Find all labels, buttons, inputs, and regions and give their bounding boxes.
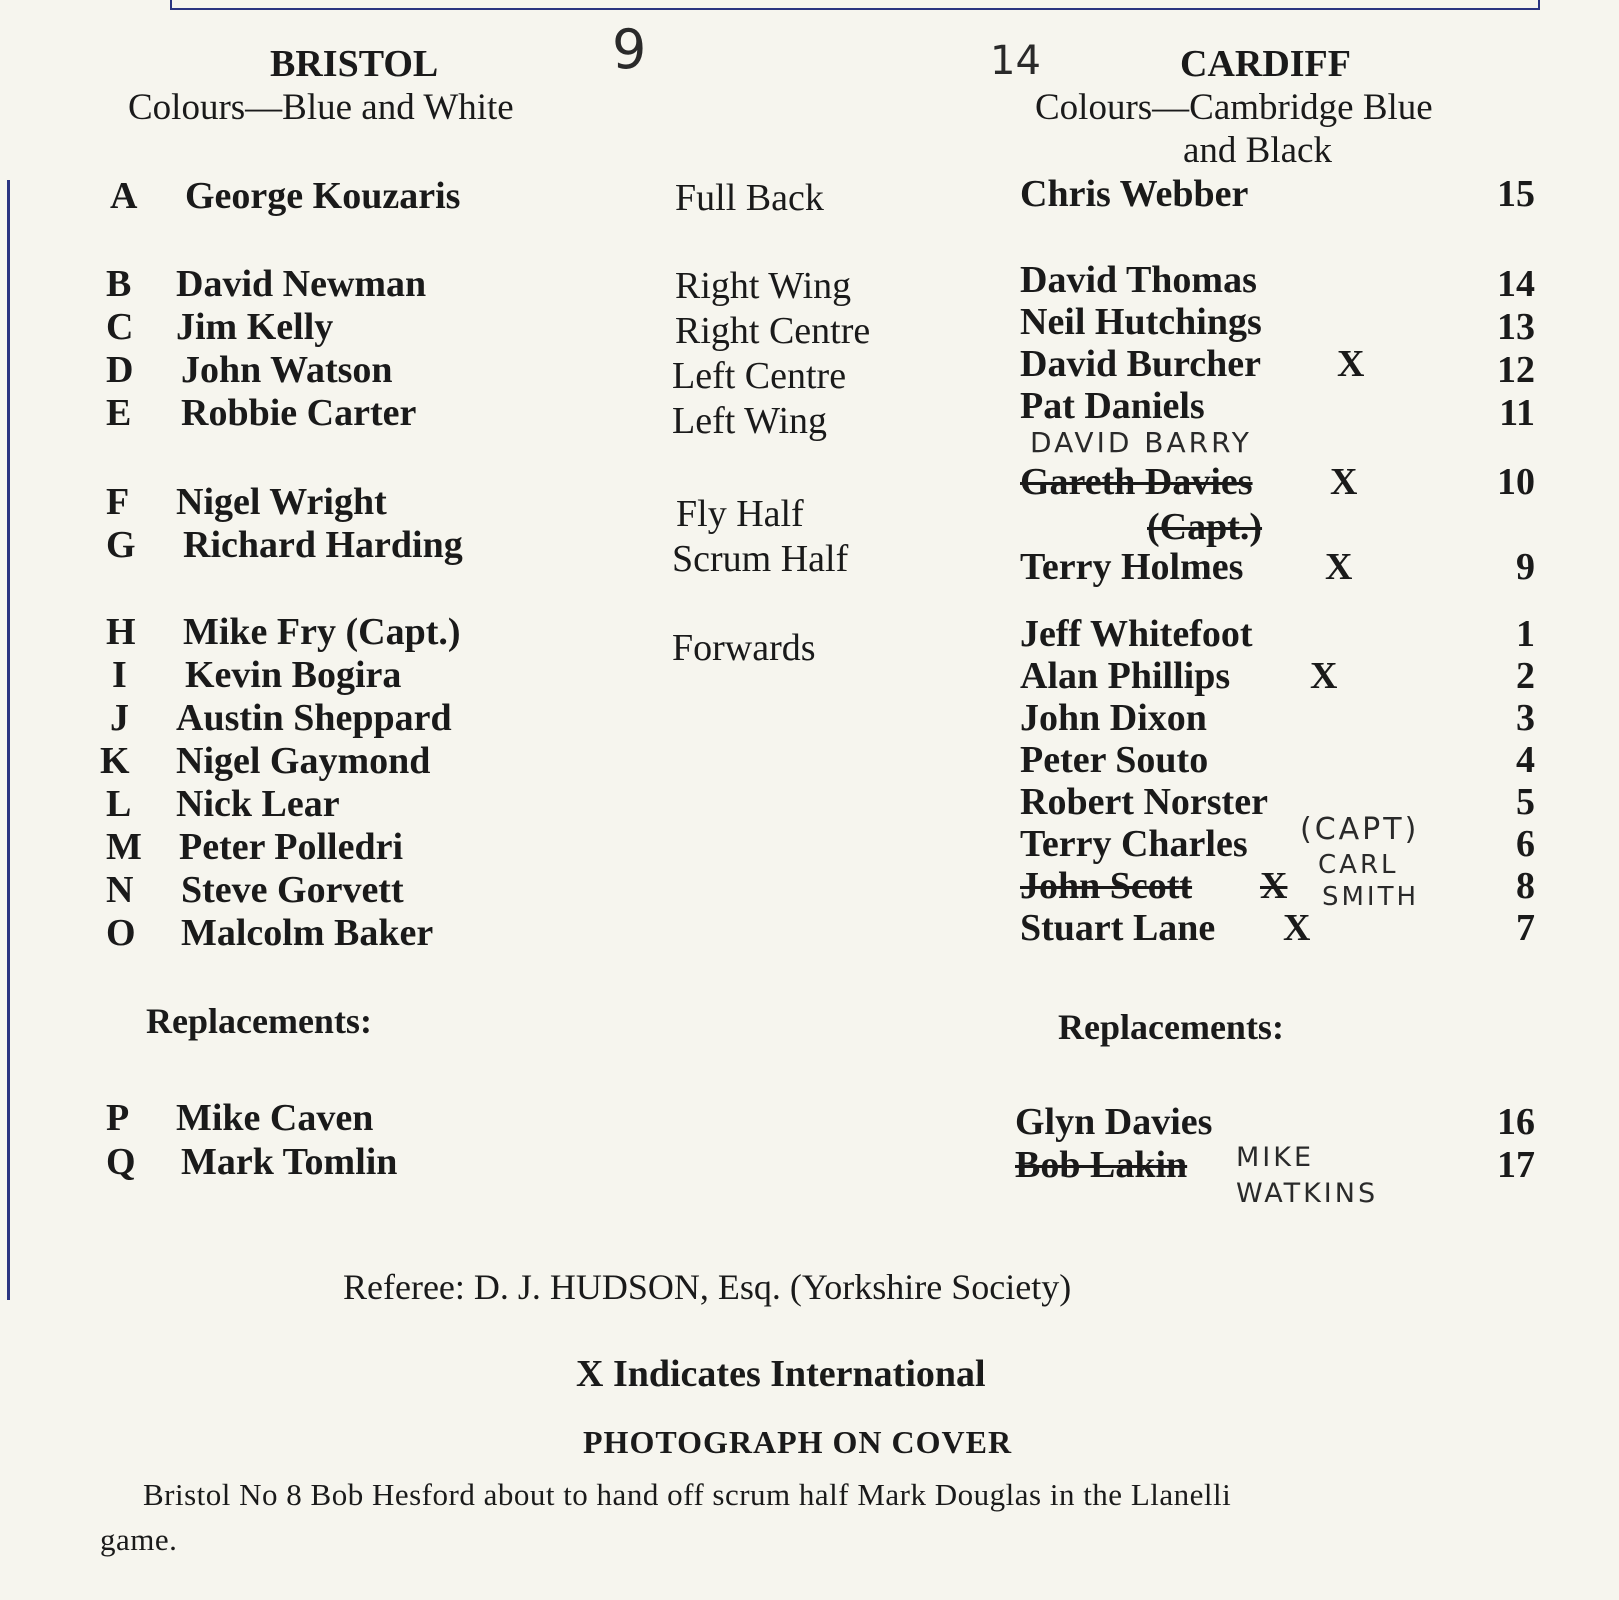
- cardiff-player-number: 12: [1497, 349, 1535, 391]
- bristol-replacement-name: Mark Tomlin: [181, 1141, 398, 1183]
- bristol-replacement-letter: P: [106, 1097, 130, 1139]
- cardiff-player-name: John Scott: [1020, 865, 1193, 907]
- cardiff-player-number: 15: [1497, 173, 1535, 215]
- cardiff-player-number: 2: [1516, 655, 1535, 697]
- top-frame-border: [170, 0, 1540, 10]
- cardiff-player-name: David Burcher: [1020, 343, 1262, 385]
- bristol-player-name: Malcolm Baker: [181, 912, 434, 954]
- cardiff-player-name: Terry Holmes: [1020, 546, 1244, 588]
- cardiff-player-name: Robert Norster: [1020, 781, 1268, 823]
- cardiff-player-number: 3: [1516, 697, 1535, 739]
- bristol-player-letter: C: [106, 306, 134, 348]
- bristol-player-letter: E: [106, 392, 132, 434]
- bristol-player-name: Peter Polledri: [179, 826, 404, 868]
- cardiff-player-number: 10: [1497, 461, 1535, 503]
- bristol-player-letter: F: [106, 481, 130, 523]
- cardiff-captain-label: (Capt.): [1147, 506, 1263, 548]
- cardiff-player-name: Gareth Davies: [1020, 461, 1253, 503]
- cardiff-player-number: 4: [1516, 739, 1535, 781]
- bristol-player-name: Nigel Gaymond: [176, 740, 431, 782]
- bristol-player-name: Mike Fry (Capt.): [183, 611, 461, 653]
- cardiff-replacement-name: Glyn Davies: [1015, 1101, 1213, 1143]
- photo-caption-line2: game.: [100, 1522, 178, 1557]
- bristol-player-name: Nigel Wright: [176, 481, 387, 523]
- cardiff-player-number: 9: [1516, 546, 1535, 588]
- photo-heading: PHOTOGRAPH ON COVER: [583, 1424, 1013, 1460]
- bristol-player-letter: O: [106, 912, 136, 954]
- position-label: Right Wing: [675, 265, 852, 307]
- bristol-player-name: Austin Sheppard: [176, 697, 452, 739]
- cardiff-player-name: David Thomas: [1020, 259, 1257, 301]
- handwritten-captain-note: (CAPT): [1300, 812, 1420, 847]
- cardiff-player-number: 1: [1516, 613, 1535, 655]
- cardiff-colours-line1: Colours—Cambridge Blue: [1035, 87, 1433, 128]
- bristol-player-letter: D: [106, 349, 134, 391]
- bristol-player-name: George Kouzaris: [185, 175, 461, 217]
- handwritten-substitute: MIKE: [1236, 1142, 1315, 1173]
- position-label: Scrum Half: [672, 538, 849, 580]
- international-x-mark: X: [1283, 907, 1311, 949]
- handwritten-substitute: WATKINS: [1236, 1178, 1379, 1209]
- left-frame-border: [0, 180, 10, 1300]
- bristol-replacements-heading: Replacements:: [146, 1001, 372, 1041]
- cardiff-replacement-number: 17: [1497, 1144, 1535, 1186]
- cardiff-player-name: Neil Hutchings: [1020, 301, 1262, 343]
- photo-caption-line1: Bristol No 8 Bob Hesford about to hand off scrum half Mark Douglas in the Llanelli: [143, 1477, 1232, 1512]
- international-x-mark: X: [1325, 546, 1353, 588]
- position-label: Left Centre: [672, 355, 847, 397]
- referee-line: Referee: D. J. HUDSON, Esq. (Yorkshire Society): [343, 1267, 1072, 1307]
- cardiff-player-name: Alan Phillips: [1020, 655, 1231, 697]
- bristol-player-letter: I: [112, 654, 127, 696]
- position-label: Forwards: [672, 627, 816, 669]
- international-x-mark: X: [1330, 461, 1358, 503]
- bristol-player-letter: J: [110, 697, 129, 739]
- cardiff-player-name: Peter Souto: [1020, 739, 1209, 781]
- bristol-player-letter: N: [106, 869, 134, 911]
- bristol-player-letter: M: [106, 826, 142, 868]
- cardiff-player-name: John Dixon: [1020, 697, 1207, 739]
- position-label: Fly Half: [676, 493, 804, 535]
- bristol-player-name: Nick Lear: [176, 783, 340, 825]
- bristol-team-name: BRISTOL: [270, 43, 439, 85]
- cardiff-player-name: Stuart Lane: [1020, 907, 1216, 949]
- cardiff-player-name: Terry Charles: [1020, 823, 1248, 865]
- bristol-player-letter: K: [100, 740, 130, 782]
- bristol-player-letter: L: [106, 783, 132, 825]
- handwritten-score-bristol: 9: [612, 18, 647, 81]
- international-legend: X Indicates International: [576, 1353, 986, 1395]
- bristol-player-letter: G: [106, 524, 136, 566]
- bristol-player-name: Robbie Carter: [181, 392, 417, 434]
- bristol-player-name: Kevin Bogira: [185, 654, 402, 696]
- bristol-player-letter: A: [110, 175, 138, 217]
- international-x-mark: X: [1310, 655, 1338, 697]
- cardiff-player-number: 14: [1497, 263, 1535, 305]
- handwritten-score-cardiff: 14: [990, 38, 1041, 84]
- cardiff-player-name: Pat Daniels: [1020, 385, 1205, 427]
- bristol-player-name: David Newman: [176, 263, 427, 305]
- handwritten-substitute: DAVID BARRY: [1030, 426, 1252, 459]
- bristol-player-letter: B: [106, 263, 132, 305]
- international-x-mark: X: [1337, 343, 1365, 385]
- cardiff-replacement-number: 16: [1497, 1101, 1535, 1143]
- position-label: Full Back: [675, 177, 824, 219]
- cardiff-player-number: 6: [1516, 823, 1535, 865]
- bristol-player-name: Jim Kelly: [176, 306, 334, 348]
- international-x-mark: X: [1260, 865, 1288, 907]
- cardiff-player-number: 7: [1516, 907, 1535, 949]
- bristol-replacement-letter: Q: [106, 1141, 136, 1183]
- cardiff-player-name: Chris Webber: [1020, 173, 1249, 215]
- bristol-player-name: Richard Harding: [183, 524, 463, 566]
- cardiff-player-number: 8: [1516, 865, 1535, 907]
- cardiff-player-name: Jeff Whitefoot: [1020, 613, 1253, 655]
- handwritten-substitute: SMITH: [1322, 882, 1420, 912]
- bristol-colours: Colours—Blue and White: [128, 87, 514, 128]
- handwritten-substitute: CARL: [1318, 850, 1399, 880]
- bristol-player-name: John Watson: [181, 349, 393, 391]
- bristol-player-name: Steve Gorvett: [181, 869, 404, 911]
- cardiff-player-number: 5: [1516, 781, 1535, 823]
- position-label: Left Wing: [672, 400, 828, 442]
- cardiff-player-number: 11: [1499, 392, 1535, 434]
- cardiff-team-name: CARDIFF: [1180, 43, 1351, 85]
- cardiff-player-number: 13: [1497, 306, 1535, 348]
- cardiff-replacements-heading: Replacements:: [1058, 1007, 1284, 1047]
- cardiff-colours-line2: and Black: [1183, 130, 1332, 171]
- position-label: Right Centre: [675, 310, 871, 352]
- bristol-replacement-name: Mike Caven: [176, 1097, 374, 1139]
- cardiff-replacement-name: Bob Lakin: [1015, 1144, 1188, 1186]
- bristol-player-letter: H: [106, 611, 136, 653]
